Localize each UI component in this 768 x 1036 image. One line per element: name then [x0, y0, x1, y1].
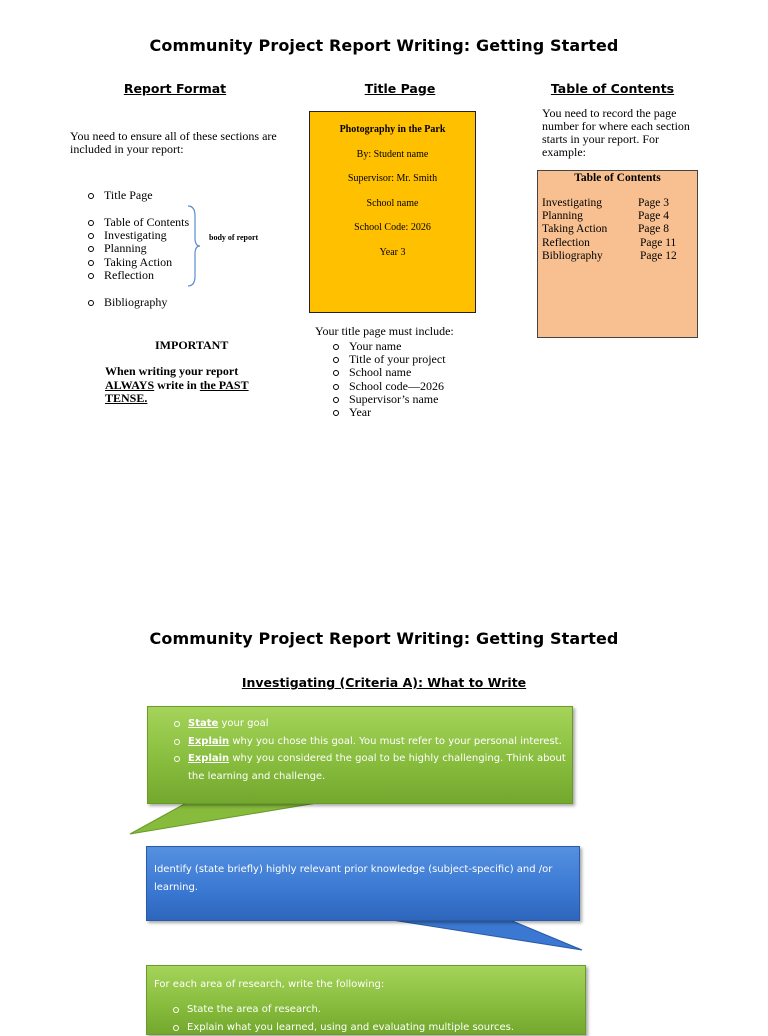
report-format-heading: Report Format: [90, 81, 260, 96]
list-item: Investigating: [86, 229, 286, 242]
sample-title-page: [309, 111, 476, 313]
list-item: Title Page: [86, 189, 286, 202]
toc-section: Planning: [542, 210, 583, 222]
sample-supervisor: Supervisor: Mr. Smith: [310, 173, 475, 184]
list-item: Year: [331, 406, 511, 419]
report-format-intro: You need to ensure all of these sections are included in your report:: [70, 130, 285, 156]
toc-section: Taking Action: [542, 223, 607, 235]
list-item: Explain what you learned, using and evaluating multiple sources.: [147, 1019, 577, 1036]
toc-page: Page 8: [638, 223, 669, 236]
toc-intro: You need to record the page number for where each section starts in your report. For example:: [542, 107, 702, 159]
must-include-label: Your title page must include:: [315, 325, 454, 338]
item-text: why you chose this goal. You must refer to your personal interest.: [229, 736, 562, 747]
list-item: [148, 750, 572, 785]
important-always: ALWAYS: [105, 378, 154, 392]
toc-row: [542, 223, 692, 236]
keyword-explain: Explain: [188, 753, 229, 764]
list-item: Table of Contents: [86, 216, 286, 229]
page1-title: Community Project Report Writing: Getting Started: [0, 36, 768, 55]
important-text: When writing your report: [105, 364, 238, 378]
list-item: School name: [331, 366, 511, 379]
investigating-heading: Investigating (Criteria A): What to Write: [0, 675, 768, 690]
must-include-list: [331, 340, 511, 419]
page2-title: Community Project Report Writing: Getting Started: [0, 629, 768, 648]
keyword-state: State: [188, 718, 218, 729]
list-item: Taking Action: [86, 256, 286, 269]
callout-tail-2: [390, 918, 590, 954]
toc-section: Investigating: [542, 197, 602, 209]
sample-school-code: School Code: 2026: [310, 222, 475, 233]
sample-project-title: Photography in the Park: [310, 124, 475, 135]
list-item: Your name: [331, 340, 511, 353]
body-brace: [186, 204, 202, 288]
list-item: [148, 733, 572, 751]
important-note: [105, 365, 285, 406]
toc-row: [542, 237, 692, 250]
sample-toc-title: Table of Contents: [538, 172, 697, 184]
list-item: Title of your project: [331, 353, 511, 366]
item-text: why you considered the goal to be highly challenging. Think about the learning and challenge.: [188, 753, 566, 782]
keyword-explain: Explain: [188, 736, 229, 747]
report-sections-first: [86, 189, 286, 202]
prior-knowledge-text: Identify (state briefly) highly relevant prior knowledge (subject-specific) and /or learning.: [154, 864, 552, 893]
goal-list: [148, 715, 572, 785]
list-item: School code—2026: [331, 380, 511, 393]
important-heading: IMPORTANT: [155, 338, 228, 353]
list-item: Reflection: [86, 269, 286, 282]
research-list: [147, 1001, 577, 1036]
toc-row: [542, 197, 692, 210]
toc-heading: Table of Contents: [535, 81, 690, 96]
report-sections-last: [86, 296, 286, 309]
sample-school: School name: [310, 198, 475, 209]
sample-toc: [537, 170, 698, 338]
important-tense: TENSE.: [105, 391, 147, 405]
toc-page: Page 11: [640, 237, 676, 250]
investigating-goal-box: [147, 706, 573, 804]
toc-page: Page 4: [638, 210, 669, 223]
toc-row: [542, 250, 692, 263]
research-intro: For each area of research, write the following:: [154, 976, 577, 993]
title-page-heading: Title Page: [330, 81, 470, 96]
sample-year: Year 3: [310, 247, 475, 258]
list-item: Planning: [86, 242, 286, 255]
toc-page: Page 12: [640, 250, 677, 263]
important-text: write in: [154, 378, 200, 392]
list-item: Bibliography: [86, 296, 286, 309]
toc-section: Reflection: [542, 237, 590, 249]
prior-knowledge-box: [146, 846, 580, 921]
item-text: your goal: [218, 718, 268, 729]
callout-tail-1: [128, 800, 328, 840]
brace-label: body of report: [209, 233, 258, 242]
toc-section: Bibliography: [542, 250, 603, 262]
toc-row: [542, 210, 692, 223]
list-item: [148, 715, 572, 733]
list-item: State the area of research.: [147, 1001, 577, 1019]
list-item: Supervisor’s name: [331, 393, 511, 406]
sample-student: By: Student name: [310, 149, 475, 160]
research-box: [146, 965, 586, 1035]
important-past: the PAST: [200, 378, 249, 392]
toc-page: Page 3: [638, 197, 669, 210]
